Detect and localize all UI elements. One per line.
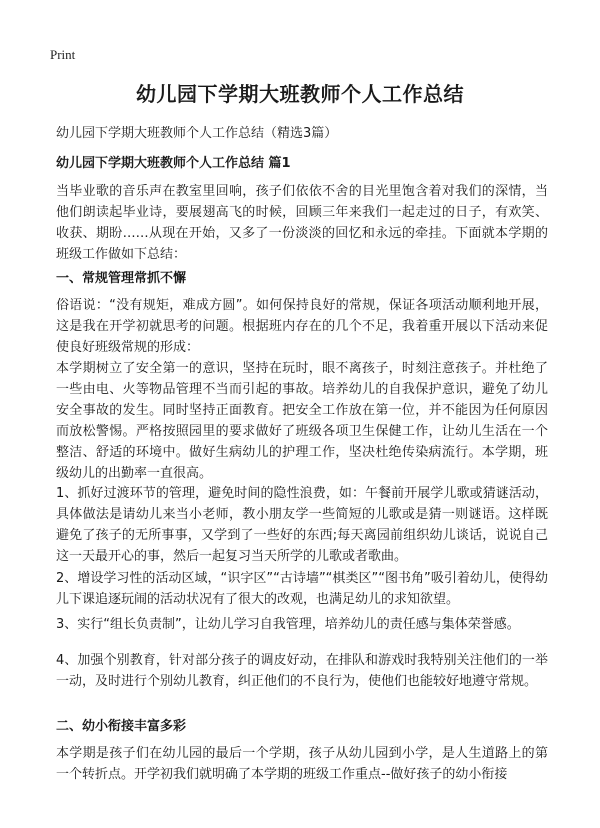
- list-item-2: 2、增设学习性的活动区域，“识字区”“古诗墙”“棋类区”“图书角”吸引着幼儿，使得幼儿下课追逐玩闹的活动状况有了很大的改观，也满足幼儿的求知欲望。: [56, 571, 548, 607]
- list-item-3: 3、实行“组长负责制”，让幼儿学习自我管理，培养幼儿的责任感与集体荣誉感。: [56, 617, 520, 632]
- section1-paragraph-1: 俗语说：“没有规矩，难成方圆”。如何保持良好的常规，保证各项活动顺利地开展，这是我在开学初就思考的问题。根据班内存在的几个不足，我着重开展以下活动来促使良好班级常规的形成：: [56, 298, 548, 355]
- section-heading-1: 一、常规管理常抓不懈: [56, 271, 187, 286]
- list-item-4: 4、加强个别教育，针对部分孩子的调皮好动，在排队和游戏时我特别关注他们的一举一动，及时进行个别幼儿教育，纠正他们的不良行为，使他们也能较好地遵守常规。: [56, 653, 548, 689]
- section-heading-2: 二、幼小衔接丰富多彩: [56, 719, 187, 734]
- subtitle: 幼儿园下学期大班教师个人工作总结（精选3篇）: [56, 126, 338, 141]
- section2-paragraph-1: 本学期是孩子们在幼儿园的最后一个学期，孩子从幼儿园到小学，是人生道路上的第一个转折点。开学初我们就明确了本学期的班级工作重点--做好孩子的幼小衔接: [56, 746, 548, 782]
- section1-paragraph-2: 本学期树立了安全第一的意识，坚持在玩时，眼不离孩子，时刻注意孩子。并杜绝了一些由电、火等物品管理不当而引起的事故。培养幼儿的自我保护意识，避免了幼儿安全事故的发生。同时坚持正面教育。把安全工作放在第一位，并不能因为任何原因而放松警惕。严格按照园里的要求做好了班级各项卫生保健工作，让幼儿生活在一个整洁、舒适的环境中。做好生病幼儿的护理工作，坚决杜绝传染病流行。本学期，班级幼儿的出勤率一直很高。: [56, 361, 548, 481]
- list-item-1: 1、抓好过渡环节的管理，避免时间的隐性浪费，如：午餐前开展学儿歌或猜谜活动，具体做法是请幼儿来当小老师，教小朋友学一些简短的儿歌或是猜一则谜语。这样既避免了孩子的无所事事，又学到了一些好的东西;每天离园前组织幼儿谈话，说说自己这一天最开心的事，然后一起复习当天所学的儿歌或者歌曲。: [56, 486, 548, 564]
- print-link[interactable]: Print: [50, 47, 76, 62]
- page-title: 幼儿园下学期大班教师个人工作总结: [136, 82, 464, 106]
- chapter-title: 幼儿园下学期大班教师个人工作总结 篇1: [56, 156, 291, 171]
- intro-paragraph: 当毕业歌的音乐声在教室里回响，孩子们依依不舍的目光里饱含着对我们的深情，当他们朗读起毕业诗，要展翅高飞的时候，回顾三年来我们一起走过的日子，有欢笑、收获、期盼……从现在开始，又多了一份淡淡的回忆和永远的牵挂。下面就本学期的班级工作做如下总结：: [56, 184, 548, 262]
